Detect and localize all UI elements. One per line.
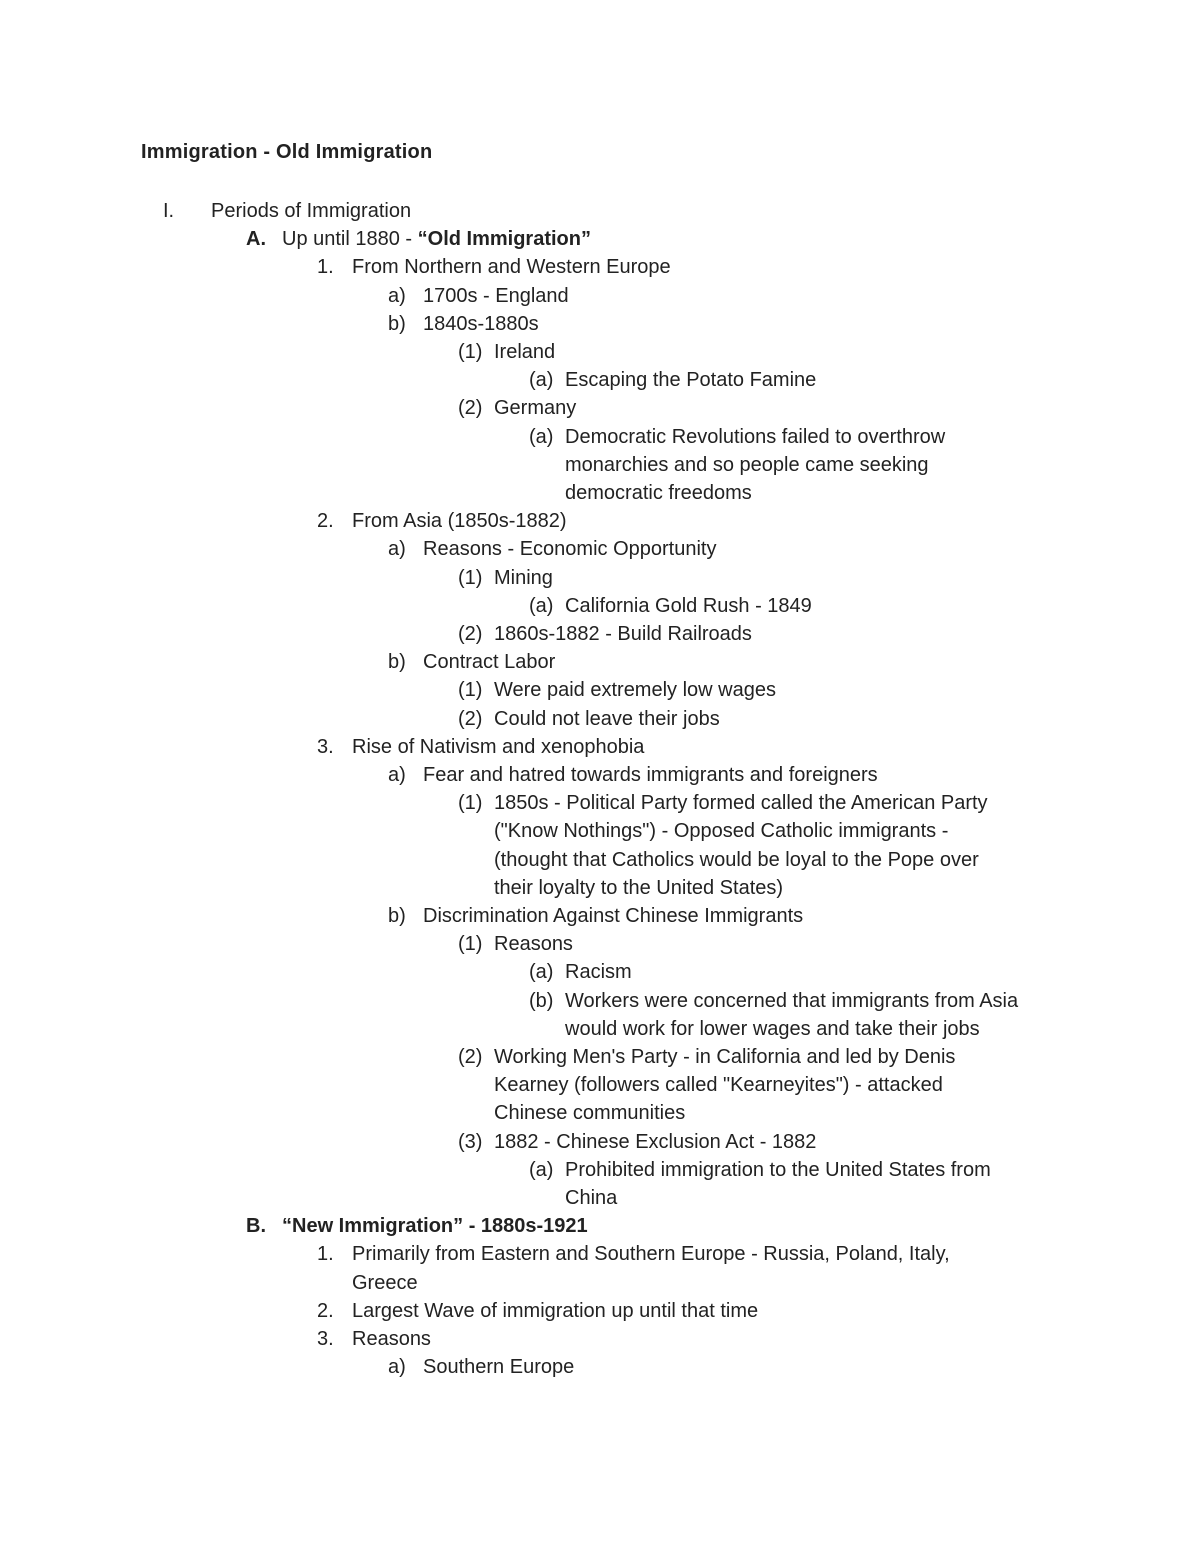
outline-text <box>494 1071 943 1099</box>
outline-text <box>494 789 988 817</box>
outline-text-plain: Largest Wave of immigration up until that time <box>352 1299 759 1322</box>
outline-text <box>352 253 671 281</box>
outline-text <box>211 197 411 225</box>
document-title: Immigration - Old Immigration <box>141 141 433 163</box>
list-marker: (3) <box>458 1130 483 1153</box>
list-marker: (b) <box>529 989 554 1012</box>
list-marker: (2) <box>458 623 483 645</box>
outline-text <box>494 338 555 366</box>
outline-text-plain: Reasons <box>352 1328 431 1350</box>
outline-text-plain: Rise of Nativism and xenophobia <box>352 735 645 758</box>
outline-text-plain: Workers were concerned that immigrants from Asia <box>565 989 1019 1012</box>
list-marker: (2) <box>458 1046 483 1068</box>
list-marker: (a) <box>529 594 554 617</box>
outline-text <box>494 874 783 902</box>
outline-text <box>423 310 539 338</box>
list-marker: A. <box>246 228 266 251</box>
list-marker: b) <box>388 312 406 335</box>
outline-text-plain: From Asia (1850s-1882) <box>352 510 567 533</box>
outline-text <box>494 1043 955 1071</box>
list-marker: (a) <box>529 961 554 984</box>
outline-text-bold: “Old Immigration” <box>417 228 591 251</box>
list-marker: B. <box>246 1215 266 1238</box>
list-marker: (1) <box>458 341 483 363</box>
outline-text-plain: Discrimination Against Chinese Immigrants <box>423 905 804 927</box>
list-marker: (1) <box>458 792 483 815</box>
outline-text <box>565 366 816 394</box>
outline-text <box>423 282 569 310</box>
outline-text-plain: democratic freedoms <box>565 482 752 504</box>
outline-text-plain: China <box>565 1187 618 1209</box>
outline-text <box>352 1240 950 1268</box>
list-marker: 2. <box>317 510 334 533</box>
outline-text-plain: Periods of Immigration <box>211 200 412 222</box>
outline-text-plain: Racism <box>565 961 632 984</box>
outline-text <box>494 620 752 648</box>
outline-text <box>423 902 803 930</box>
list-marker: (2) <box>458 707 483 730</box>
list-marker: (1) <box>458 679 483 702</box>
outline-text <box>282 225 591 253</box>
list-marker: 1. <box>317 256 334 279</box>
outline-text <box>423 648 555 676</box>
outline-text <box>565 592 812 620</box>
list-marker: a) <box>388 284 406 307</box>
outline-text-plain: 1882 - Chinese Exclusion Act - 1882 <box>494 1130 817 1153</box>
outline-text-plain: From Northern and Western Europe <box>352 256 671 279</box>
outline-text <box>494 705 720 733</box>
list-marker: (a) <box>529 369 554 392</box>
outline-text <box>282 1212 588 1240</box>
outline-text-plain: 1840s-1880s <box>423 312 539 335</box>
outline-text <box>565 987 1018 1015</box>
outline-text <box>423 535 716 563</box>
list-marker: 1. <box>317 1243 334 1266</box>
list-marker: (a) <box>529 425 554 448</box>
outline-text <box>494 846 979 874</box>
outline-text <box>565 1184 617 1212</box>
outline-text-plain: monarchies and so people came seeking <box>565 453 929 476</box>
outline-text <box>565 1015 980 1043</box>
outline-text-plain: Working Men's Party - in California and led by Denis <box>494 1046 956 1068</box>
outline-text-plain: Democratic Revolutions failed to overthrow <box>565 425 946 448</box>
list-marker: (a) <box>529 1158 554 1181</box>
outline-text-plain: their loyalty to the United States) <box>494 876 784 899</box>
outline-text <box>565 451 929 479</box>
outline-text <box>565 1156 991 1184</box>
list-marker: b) <box>388 905 406 927</box>
outline-text-plain: Germany <box>494 397 577 420</box>
outline-text-plain: ("Know Nothings") - Opposed Catholic immigrants - <box>494 820 949 843</box>
outline-text-plain: Southern Europe <box>423 1356 575 1379</box>
outline-text <box>352 733 644 761</box>
outline-text <box>352 1297 758 1325</box>
outline-text <box>494 930 573 958</box>
outline-text <box>423 761 878 789</box>
outline-text <box>494 1128 816 1156</box>
outline-text-plain: Escaping the Potato Famine <box>565 369 817 392</box>
outline-text <box>565 958 632 986</box>
outline-text <box>494 817 948 845</box>
list-marker: a) <box>388 538 406 561</box>
outline-text-plain: Were paid extremely low wages <box>494 679 776 702</box>
outline-text-plain: 1700s - England <box>423 284 569 307</box>
outline-text <box>494 394 576 422</box>
outline-text-plain: Mining <box>494 566 553 589</box>
outline-text-plain: Chinese communities <box>494 1102 686 1125</box>
outline-text <box>494 676 776 704</box>
outline-text-plain: Ireland <box>494 341 556 363</box>
outline-text-plain: 1850s - Political Party formed called the American Party <box>494 792 988 815</box>
outline-text-plain: Reasons - Economic Opportunity <box>423 538 717 561</box>
list-marker: (1) <box>458 933 483 956</box>
outline-text-plain: Greece <box>352 1271 418 1294</box>
outline-text-plain: would work for lower wages and take their jobs <box>565 1017 980 1040</box>
outline-text-plain: Up until 1880 - <box>282 228 418 251</box>
outline-text <box>494 564 553 592</box>
outline-text <box>352 507 567 535</box>
outline-text <box>352 1269 418 1297</box>
list-marker: 2. <box>317 1299 334 1322</box>
outline-text-plain: California Gold Rush - 1849 <box>565 594 812 617</box>
list-marker: (1) <box>458 566 483 589</box>
outline-text <box>423 1353 574 1381</box>
outline-text-bold: “New Immigration” - 1880s-1921 <box>282 1215 588 1238</box>
list-marker: a) <box>388 764 406 786</box>
list-marker: b) <box>388 651 406 674</box>
outline-text-plain: Prohibited immigration to the United States from <box>565 1158 991 1181</box>
outline-text-plain: Kearney (followers called "Kearneyites") - attacked <box>494 1074 943 1097</box>
list-marker: a) <box>388 1356 406 1379</box>
list-marker: (2) <box>458 397 483 420</box>
outline-text-plain: Could not leave their jobs <box>494 707 720 730</box>
list-marker: I. <box>163 200 175 222</box>
outline-text-plain: 1860s-1882 - Build Railroads <box>494 623 752 645</box>
outline-text <box>565 423 945 451</box>
list-marker: 3. <box>317 1328 334 1350</box>
outline-text-plain: (thought that Catholics would be loyal to the Pope over <box>494 848 979 871</box>
outline-text <box>352 1325 431 1353</box>
outline-text-plain: Contract Labor <box>423 651 556 674</box>
outline-text-plain: Fear and hatred towards immigrants and foreigners <box>423 764 878 786</box>
outline-text <box>494 1099 685 1127</box>
list-marker: 3. <box>317 735 334 758</box>
outline-text-plain: Primarily from Eastern and Southern Europe - Russia, Poland, Italy, <box>352 1243 950 1266</box>
outline-text <box>565 479 752 507</box>
outline-text-plain: Reasons <box>494 933 573 956</box>
